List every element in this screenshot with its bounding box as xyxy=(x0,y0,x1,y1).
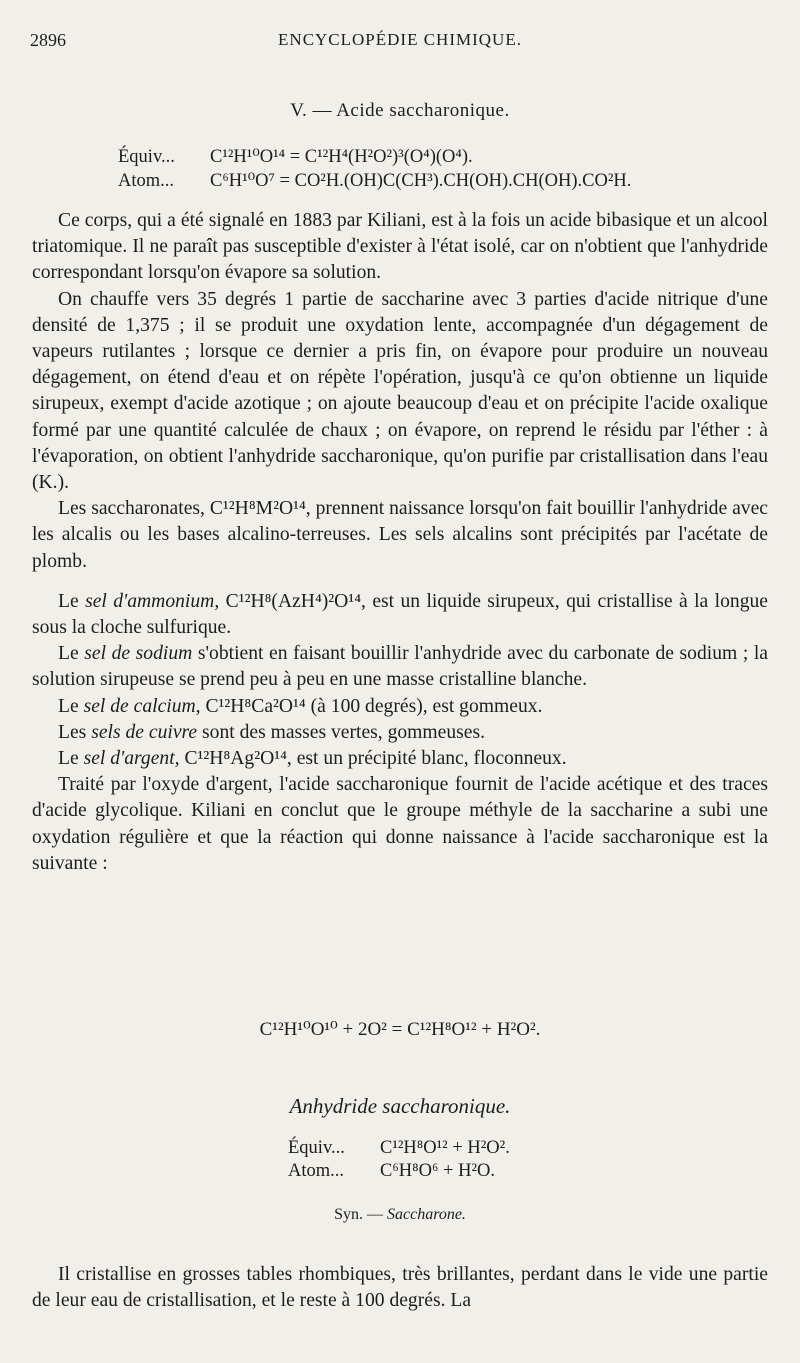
anhydride-equiv-label: Équiv... xyxy=(288,1138,345,1158)
paragraph-ammonium-salt: Le sel d'ammonium, C¹²H⁸(AzH⁴)²O¹⁴, est un liquide sirupeux, qui cristallise à la longue sous la cloche sulfurique. xyxy=(32,590,768,639)
atom-formula-line xyxy=(118,170,631,192)
paragraph-intro: Ce corps, qui a été signalé en 1883 par Kiliani, est à la fois un acide bibasique et un alcool triatomique. Il ne paraît pas susceptible d'exister à l'état isolé, car on n'obtient que l'anhydride correspondant lorsqu'on évapore sa solution. xyxy=(32,210,768,284)
section-heading: V. — Acide saccharonique. xyxy=(290,100,510,121)
paragraph-saccharonates: Les saccharonates, C¹²H⁸M²O¹⁴, prennent naissance lorsqu'on fait bouillir l'anhydride avec les alcalis ou les bases alcalino-terreuses. Les sels alcalins sont précipités par l'acétate de plomb. xyxy=(32,498,768,572)
paragraph-silver-salt: Le sel d'argent, C¹²H⁸Ag²O¹⁴, est un précipité blanc, floconneux. xyxy=(58,748,567,770)
final-text xyxy=(32,1262,768,1314)
page-number: 2896 xyxy=(30,30,66,50)
reaction-equation: C¹²H¹⁰O¹⁰ + 2O² = C¹²H⁸O¹² + H²O². xyxy=(259,1019,541,1040)
paragraph-copper-salts: Les sels de cuivre sont des masses vertes, gommeuses. xyxy=(58,721,486,743)
running-title: ENCYCLOPÉDIE CHIMIQUE. xyxy=(278,30,522,49)
anhydride-atom-label: Atom... xyxy=(288,1161,345,1181)
atom-label: Atom... xyxy=(118,171,175,191)
synonym-value: Saccharone. xyxy=(386,1206,466,1223)
synonym-line xyxy=(0,1206,800,1224)
paragraph-oxidation: Traité par l'oxyde d'argent, l'acide saccharonique fournit de l'acide acétique et des traces d'acide glycolique. Kiliani en conclut que le groupe méthyle de la saccharine a subi une oxydation régulière et que la réaction qui donne naissance à l'acide saccharonique est la suivante : xyxy=(32,774,768,874)
paragraph-calcium-salt: Le sel de calcium, C¹²H⁸Ca²O¹⁴ (à 100 degrés), est gommeux. xyxy=(58,695,543,717)
paragraph-preparation: On chauffe vers 35 degrés 1 partie de saccharine avec 3 parties d'acide nitrique d'une densité de 1,375 ; il se produit une oxydation lente, accompagnée d'un dégagement de vapeurs rutilantes ; lorsque ce dernier a pris fin, on évapore pour produire un nouveau dégagement, on étend d'eau et on répète l'opération, jusqu'à ce qu'on obtienne un liquide sirupeux, exempt d'acide azotique ; on ajoute beaucoup d'eau et on précipite l'acide oxalique formé par une quantité calculée de chaux ; on évapore, on reprend le résidu par l'éther : à l'évaporation, on obtient l'anhydride saccharonique, qu'on purifie par cristallisation dans l'eau (K.). xyxy=(32,288,768,494)
anhydride-atom-formula: C⁶H⁸O⁶ + H²O. xyxy=(380,1161,495,1181)
anhydride-equiv-formula: C¹²H⁸O¹² + H²O². xyxy=(380,1138,510,1158)
anhydride-equiv-line xyxy=(288,1138,510,1159)
paragraph-sodium-salt: Le sel de sodium s'obtient en faisant bouillir l'anhydride avec du carbonate de sodium ; la solution sirupeuse se prend peu à peu en une masse cristalline blanche. xyxy=(32,643,768,691)
equiv-label: Équiv... xyxy=(118,147,175,167)
equiv-formula: C¹²H¹⁰O¹⁴ = C¹²H⁴(H²O²)³(O⁴)(O⁴). xyxy=(210,147,473,167)
synonym-label: Syn. — xyxy=(334,1206,387,1223)
anhydride-heading: Anhydride saccharonique. xyxy=(289,1094,511,1118)
anhydride-atom-line xyxy=(288,1161,495,1182)
page-header xyxy=(30,30,770,54)
atom-formula: C⁶H¹⁰O⁷ = CO²H.(OH)C(CH³).CH(OH).CH(OH).CO²H. xyxy=(210,171,632,191)
paragraph-crystallisation: Il cristallise en grosses tables rhombiques, très brillantes, perdant dans le vide une partie de leur eau de cristallisation, et le reste à 100 degrés. La xyxy=(32,1264,768,1312)
main-text xyxy=(32,208,768,877)
equiv-formula-line xyxy=(118,146,473,168)
